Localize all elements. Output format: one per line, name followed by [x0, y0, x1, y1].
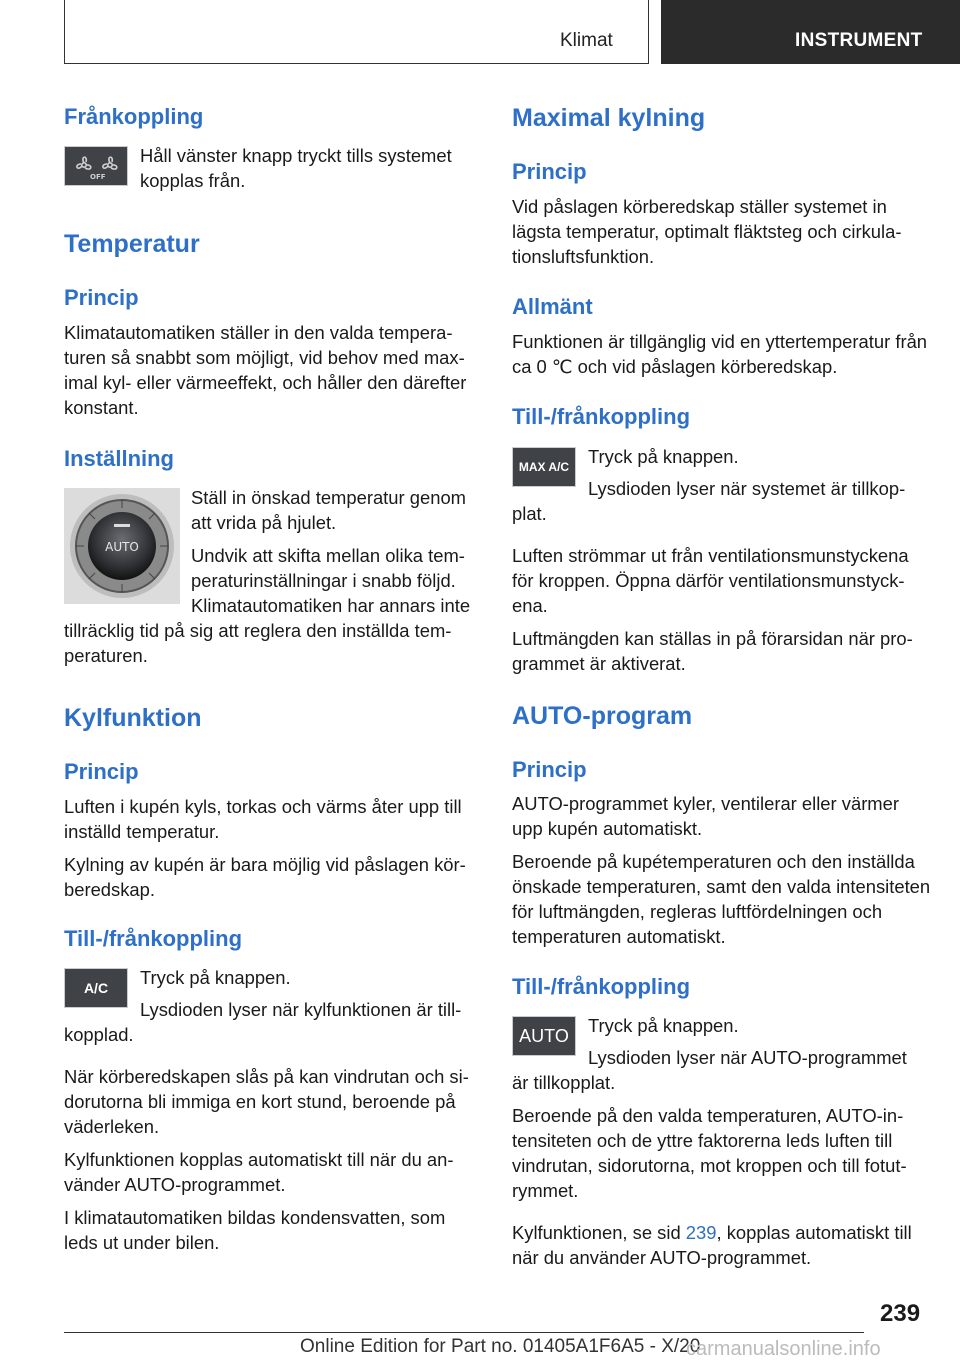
kylfunktion-till-text-2a: Lysdioden lyser när kylfunktionen är till-	[140, 999, 462, 1020]
maximal-till-text-2b: plat.	[512, 503, 547, 524]
ac-button-icon: A/C	[64, 968, 128, 1008]
heading-kylfunktion: Kylfunktion	[64, 704, 202, 732]
heading-frankoppling: Frånkoppling	[64, 104, 204, 129]
kylfunktion-till-text-2b: kopplad.	[64, 1024, 134, 1045]
auto-till-text-2a: Lysdioden lyser när AUTO-programmet	[588, 1047, 907, 1068]
heading-auto-till: Till-/frånkoppling	[512, 974, 691, 999]
frankoppling-text: Håll vänster knapp tryckt tills systemet kopplas från.	[140, 145, 452, 191]
maximal-text-3: Luften strömmar ut från ventilationsmunstyckena för kroppen. Öppna därför ventilationsmunstyckena.	[512, 545, 909, 616]
heading-installning: Inställning	[64, 446, 174, 471]
kylfunktion-text-5: I klimatautomatiken bildas kondensvatten, som leds ut under bilen.	[64, 1207, 446, 1253]
page-number: 239	[880, 1300, 921, 1327]
auto-text-4	[512, 1220, 932, 1270]
edition-text: Online Edition for Part no. 01405A1F6A5 - X/20	[300, 1336, 701, 1357]
heading-temperatur: Temperatur	[64, 230, 200, 258]
heading-maximal-princip: Princip	[512, 159, 587, 184]
kylfunktion-text-4: Kylfunktionen kopplas automatiskt till när du använder AUTO-programmet.	[64, 1149, 454, 1195]
auto-till-text-1: Tryck på knappen.	[588, 1015, 739, 1036]
auto-text-4-before: Kylfunktionen, se sid	[512, 1222, 686, 1243]
temperatur-princip-text: Klimatautomatiken ställer in den valda temperaturen så snabbt som möjligt, vid behov med maximal kyl- eller värmeeffekt, och håller den därefter konstant.	[64, 322, 467, 418]
watermark-text: carmanualsonline.info	[686, 1338, 881, 1360]
heading-maximal-kylning: Maximal kylning	[512, 104, 706, 132]
svg-text:AUTO: AUTO	[105, 540, 139, 554]
kylfunktion-text-3: När körberedskapen slås på kan vindrutan och sidorutorna bli immiga en kort stund, beroende på väderleken.	[64, 1066, 469, 1137]
heading-auto-princip: Princip	[512, 757, 587, 782]
max-ac-button-icon: MAX A/C	[512, 447, 576, 487]
maximal-till-text-1: Tryck på knappen.	[588, 446, 739, 467]
heading-allmant: Allmänt	[512, 294, 593, 319]
maximal-text-4: Luftmängden kan ställas in på förarsidan när programmet är aktiverat.	[512, 628, 913, 674]
auto-princip-text-2: Beroende på kupétemperaturen och den inställda önskade temperaturen, samt den valda intensiteten för luftmängden, regleras luftfördelningen och temperaturen automatiskt.	[512, 851, 931, 947]
installning-text-2b: tillräcklig tid på sig att reglera den inställda temperaturen.	[64, 620, 452, 666]
header-section-title: Klimat	[560, 30, 613, 51]
page-239-link[interactable]: 239	[685, 1222, 717, 1243]
installning-text-2a: Undvik att skifta mellan olika temperaturinställningar i snabb följd. Klimatautomatiken har annars inte	[191, 545, 471, 616]
allmant-text: Funktionen är tillgänglig vid en yttertemperatur från ca 0 ℃ och vid påslagen körberedskap.	[512, 331, 928, 377]
kylfunktion-till-text-1: Tryck på knappen.	[140, 967, 291, 988]
heading-kylfunktion-till: Till-/frånkoppling	[64, 926, 243, 951]
svg-text:OFF: OFF	[90, 173, 106, 181]
maximal-till-text-2a: Lysdioden lyser när systemet är tillkop-	[588, 478, 906, 499]
maximal-princip-text: Vid påslagen körberedskap ställer systemet in lägsta temperatur, optimalt fläktsteg och cirkulationsluftsfunktion.	[512, 196, 902, 267]
auto-button-icon: AUTO	[512, 1016, 576, 1056]
auto-princip-text-1: AUTO-programmet kyler, ventilerar eller värmer upp kupén automatiskt.	[512, 793, 899, 839]
heading-temperatur-princip: Princip	[64, 285, 139, 310]
auto-text-3: Beroende på den valda temperaturen, AUTO-intensiteten och de yttre faktorerna leds luften till vindrutan, sidorutorna, mot kroppen och till fotutrymmet.	[512, 1105, 907, 1201]
heading-maximal-till: Till-/frånkoppling	[512, 404, 691, 429]
kylfunktion-princip-text-2: Kylning av kupén är bara möjlig vid påslagen körberedskap.	[64, 854, 466, 900]
heading-kylfunktion-princip: Princip	[64, 759, 139, 784]
heading-auto-program: AUTO-program	[512, 702, 693, 730]
temperature-knob-image	[64, 488, 180, 604]
installning-text-1: Ställ in önskad temperatur genom att vrida på hjulet.	[191, 487, 466, 533]
header-tab-instrument: INSTRUMENT	[661, 0, 960, 64]
footer-divider	[64, 1332, 864, 1333]
auto-till-text-2b: är tillkopplat.	[512, 1072, 616, 1093]
kylfunktion-princip-text-1: Luften i kupén kyls, torkas och värms åter upp till inställd temperatur.	[64, 796, 462, 842]
auto-text-4-after: , kopplas automatiskt till när du använder AUTO-programmet.	[512, 1222, 912, 1268]
fan-off-button-icon	[64, 146, 128, 186]
